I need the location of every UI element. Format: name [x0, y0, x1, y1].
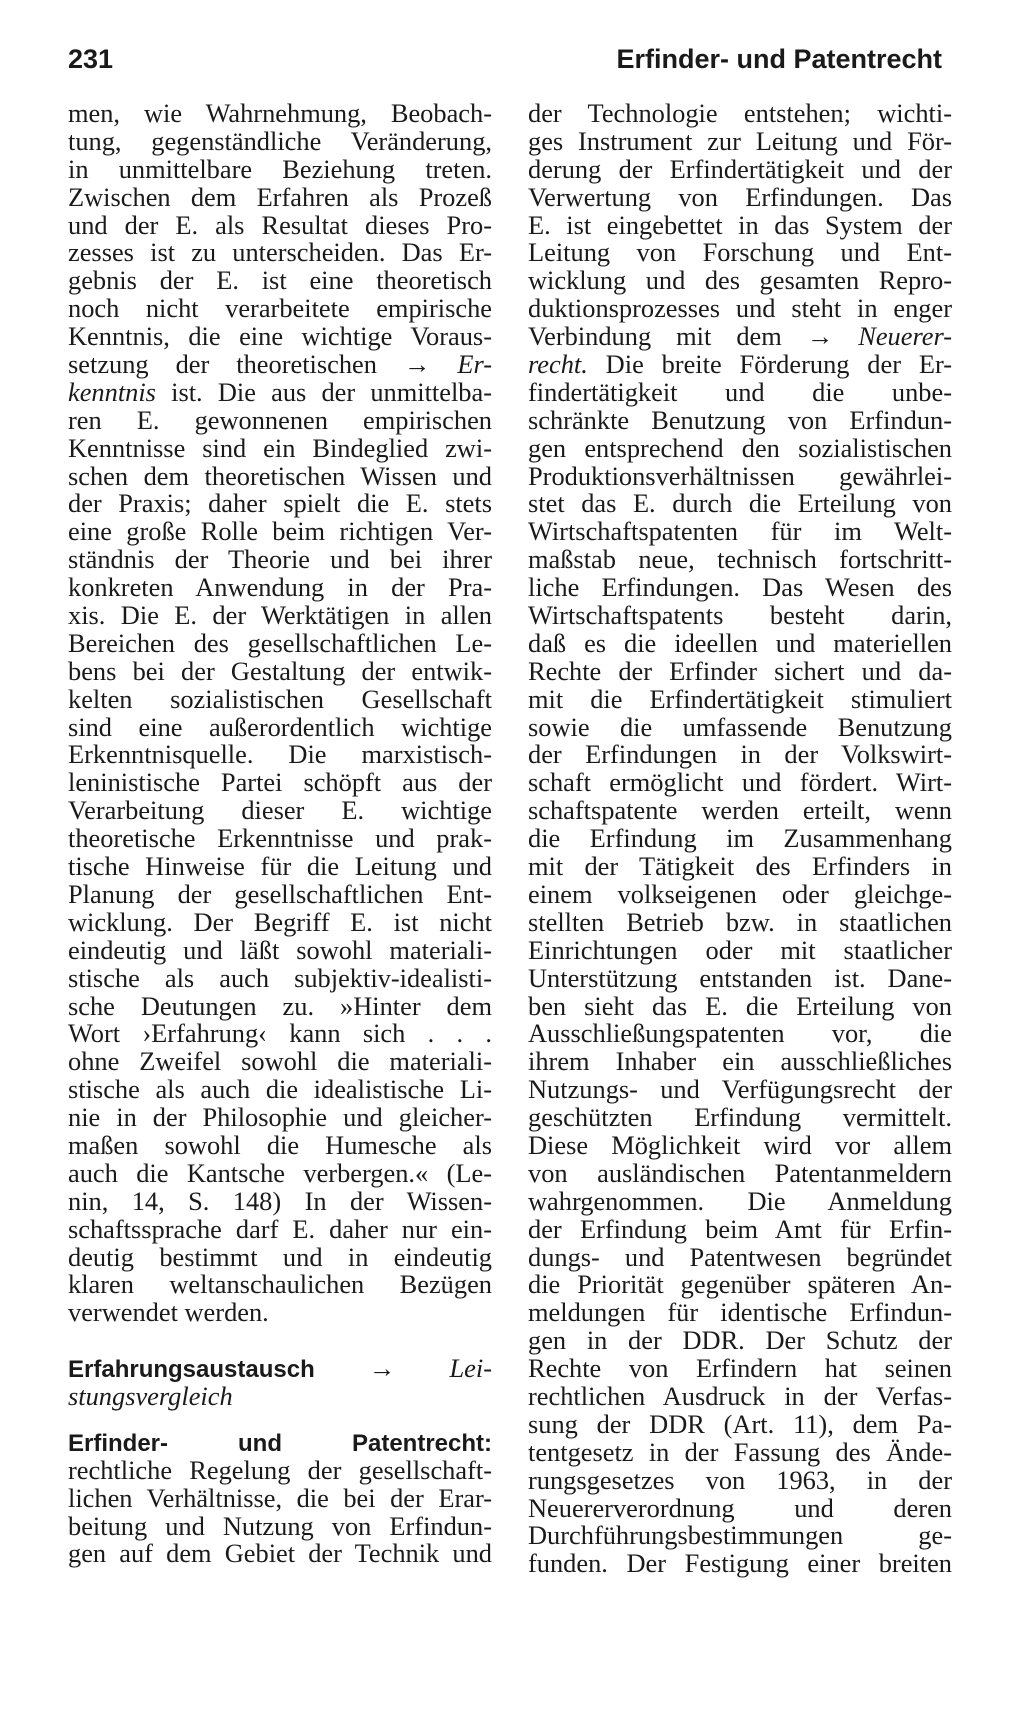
text-line: funden. Der Festigung einer breiten [528, 1548, 952, 1579]
text-line: geschützten Erfindung vermittelt. [528, 1102, 952, 1133]
text-line: ohne Zweifel sowohl die materiali- [68, 1046, 492, 1077]
text-line: rechtliche Regelung der gesellschaft- [68, 1454, 492, 1485]
entry-keyword: Erfinder- und Patentrecht: [68, 1429, 492, 1457]
text-line: kenntnis ist. Die aus der unmittelba- [68, 376, 492, 407]
running-head: Erfinder- und Patentrecht [616, 44, 942, 74]
text-line: Einrichtungen oder mit staatlicher [528, 934, 952, 965]
text-line: ihrem Inhaber ein ausschließliches [528, 1046, 952, 1077]
text-line: schaftspatente werden erteilt, wenn [528, 795, 952, 826]
text-line: ben sieht das E. die Erteilung von [528, 990, 952, 1021]
right-column-text [528, 100, 952, 1578]
text-line: stische als auch subjektiv-idealisti- [68, 962, 492, 993]
text-line: duktionsprozesses und steht in enger [528, 293, 952, 324]
cross-reference-link-continued[interactable]: stungsvergleich [68, 1380, 233, 1411]
text-line: Ausschließungspatenten vor, die [528, 1018, 952, 1049]
text-line: lichen Verhältnisse, die bei der Erar- [68, 1482, 492, 1513]
entry-erfahrungsaustausch [68, 1355, 492, 1411]
text-line: gen entsprechend den sozialistischen [528, 432, 952, 463]
text-line: Unterstützung entstanden ist. Dane- [528, 962, 952, 993]
text-line: die Priorität gegenüber späteren An- [528, 1269, 952, 1300]
text-line: Kenntnis, die eine wichtige Voraus- [68, 321, 492, 352]
right-column [528, 100, 952, 1578]
cross-reference-link[interactable]: kenntnis [68, 376, 156, 407]
text-line: stische als auch die idealistische Li- [68, 1074, 492, 1105]
text-line: verwendet werden. [68, 1297, 269, 1328]
text-line: schaft ermöglicht und fördert. Wirt- [528, 767, 952, 798]
text-line: schen dem theoretischen Wissen und [68, 460, 492, 491]
text-line: eine große Rolle beim richtigen Ver- [68, 516, 492, 547]
text-line: xis. Die E. der Werktätigen in allen [68, 600, 492, 631]
text-line: der Technologie entstehen; wichti- [528, 98, 952, 128]
text-line: E. ist eingebettet in das System der [528, 209, 952, 240]
text-line: dungs- und Patentwesen begründet [528, 1241, 952, 1272]
text-line: einem volkseigenen oder gleichge- [528, 878, 952, 909]
text-line: Nutzungs- und Verfügungsrecht der [528, 1074, 952, 1105]
text-line: sche Deutungen zu. »Hinter dem [68, 990, 492, 1021]
text-line: Durchführungsbestimmungen ge- [528, 1520, 952, 1551]
text-line: noch nicht verarbeitete empirische [68, 293, 492, 324]
text-line: Verwertung von Erfindungen. Das [528, 181, 952, 212]
cross-reference-link[interactable]: Er- [457, 349, 492, 380]
text-line: ständnis der Theorie und bei ihrer [68, 544, 492, 575]
text-line: wahrgenommen. Die Anmeldung [528, 1185, 952, 1216]
text-line: Kenntnisse sind ein Bindeglied zwi- [68, 432, 492, 463]
entry-keyword: Erfahrungsaustausch [68, 1356, 315, 1384]
text-line: gen in der DDR. Der Schutz der [528, 1325, 952, 1356]
text-line: Neuererverordnung und deren [528, 1492, 952, 1523]
cross-reference-link[interactable]: Neuerer- [858, 321, 952, 352]
cross-reference-link[interactable]: Lei- [449, 1353, 492, 1384]
text-line: wicklung. Der Begriff E. ist nicht [68, 906, 492, 937]
text-line: der Erfindungen in der Volkswirt- [528, 739, 952, 770]
text-line: Produktionsverhältnissen gewährlei- [528, 460, 952, 491]
text-line: konkreten Anwendung in der Pra- [68, 572, 492, 603]
cross-reference-arrow: → [368, 1353, 396, 1384]
entry-erfinder-und-patentrecht [68, 1429, 492, 1568]
text-line: Verarbeitung dieser E. wichtige [68, 795, 492, 826]
text-line: rechtlichen Ausdruck in der Verfas- [528, 1380, 952, 1411]
text-line: bens bei der Gestaltung der entwik- [68, 655, 492, 686]
text-line: nin, 14, S. 148) In der Wissen- [68, 1185, 492, 1216]
left-column-text [68, 100, 492, 1327]
text-line: Wort ›Erfahrung‹ kann sich . . . [68, 1018, 492, 1049]
text-line: theoretische Erkenntnisse und prak- [68, 823, 492, 854]
text-line: mit der Tätigkeit des Erfinders in [528, 851, 952, 882]
text-line: Verbindung mit dem → Neuerer- [528, 321, 952, 352]
text-line: Bereichen des gesellschaftlichen Le- [68, 627, 492, 658]
entry-heading-line [68, 1355, 492, 1383]
text-line: stellten Betrieb bzw. in staatlichen [528, 906, 952, 937]
text-line: und der E. als Resultat dieses Pro- [68, 209, 492, 240]
text-line: liche Erfindungen. Das Wesen des [528, 572, 952, 603]
entry-definition-text [68, 1454, 492, 1569]
text-line: schaftssprache darf E. daher nur ein- [68, 1213, 492, 1244]
text-line: men, wie Wahrnehmung, Beobach- [68, 98, 492, 128]
text-line: gebnis der E. ist eine theoretisch [68, 265, 492, 296]
text-line: findertätigkeit und die unbe- [528, 376, 952, 407]
section-gap [68, 1411, 492, 1429]
section-gap [68, 1327, 492, 1355]
text-line: daß es die ideellen und materiellen [528, 627, 952, 658]
text-line: mit die Erfindertätigkeit stimuliert [528, 683, 952, 714]
text-line: deutig bestimmt und in eindeutig [68, 1241, 492, 1272]
text-line: tentgesetz in der Fassung des Ände- [528, 1436, 952, 1467]
text-line: setzung der theoretischen → Er- [68, 349, 492, 380]
text-line: Wirtschaftspatenten für im Welt- [528, 516, 952, 547]
text-line: derung der Erfindertätigkeit und der [528, 153, 952, 184]
text-line: Leitung von Forschung und Ent- [528, 237, 952, 268]
text-line: Erkenntnisquelle. Die marxistisch- [68, 739, 492, 770]
text-line: sind eine außerordentlich wichtige [68, 711, 492, 742]
text-line: rungsgesetzes von 1963, in der [528, 1464, 952, 1495]
text-line: leninistische Partei schöpft aus der [68, 767, 492, 798]
text-line: auch die Kantsche verbergen.« (Le- [68, 1157, 492, 1188]
text-line: der Praxis; daher spielt die E. stets [68, 488, 492, 519]
entry-heading-line [68, 1429, 492, 1457]
text-line: in unmittelbare Beziehung treten. [68, 153, 492, 184]
text-line: gen auf dem Gebiet der Technik und [68, 1538, 492, 1569]
text-line: maßen sowohl die Humesche als [68, 1129, 492, 1160]
text-line: kelten sozialistischen Gesellschaft [68, 683, 492, 714]
text-line: recht. Die breite Förderung der Er- [528, 349, 952, 380]
text-line: Rechte von Erfindern hat seinen [528, 1353, 952, 1384]
text-line: schränkte Benutzung von Erfindun- [528, 404, 952, 435]
text-line: wicklung und des gesamten Repro- [528, 265, 952, 296]
text-line: maßstab neue, technisch fortschritt- [528, 544, 952, 575]
text-line: tische Hinweise für die Leitung und [68, 851, 492, 882]
text-line: ges Instrument zur Leitung und För- [528, 125, 952, 156]
text-line: sung der DDR (Art. 11), dem Pa- [528, 1408, 952, 1439]
text-line: Planung der gesellschaftlichen Ent- [68, 878, 492, 909]
text-line: klaren weltanschaulichen Bezügen [68, 1269, 492, 1300]
text-line: beitung und Nutzung von Erfindun- [68, 1510, 492, 1541]
text-line: nie in der Philosophie und gleicher- [68, 1102, 492, 1133]
text-line: Rechte der Erfinder sichert und da- [528, 655, 952, 686]
text-line: der Erfindung beim Amt für Erfin- [528, 1213, 952, 1244]
text-line: eindeutig und läßt sowohl materiali- [68, 934, 492, 965]
text-line: Zwischen dem Erfahren als Prozeß [68, 181, 492, 212]
text-line: sowie die umfassende Benutzung [528, 711, 952, 742]
text-line: stet das E. durch die Erteilung von [528, 488, 952, 519]
text-line: die Erfindung im Zusammenhang [528, 823, 952, 854]
text-line: zesses ist zu unterscheiden. Das Er- [68, 237, 492, 268]
text-line: meldungen für identische Erfindun- [528, 1297, 952, 1328]
left-column [68, 100, 492, 1568]
text-line: Wirtschaftspatents besteht darin, [528, 600, 952, 631]
text-line: tung, gegenständliche Veränderung, [68, 125, 492, 156]
cross-reference-link[interactable]: recht. [528, 349, 588, 380]
text-line: ren E. gewonnenen empirischen [68, 404, 492, 435]
text-line: Diese Möglichkeit wird vor allem [528, 1129, 952, 1160]
text-line: von ausländischen Patentanmeldern [528, 1157, 952, 1188]
page-number: 231 [68, 44, 114, 74]
